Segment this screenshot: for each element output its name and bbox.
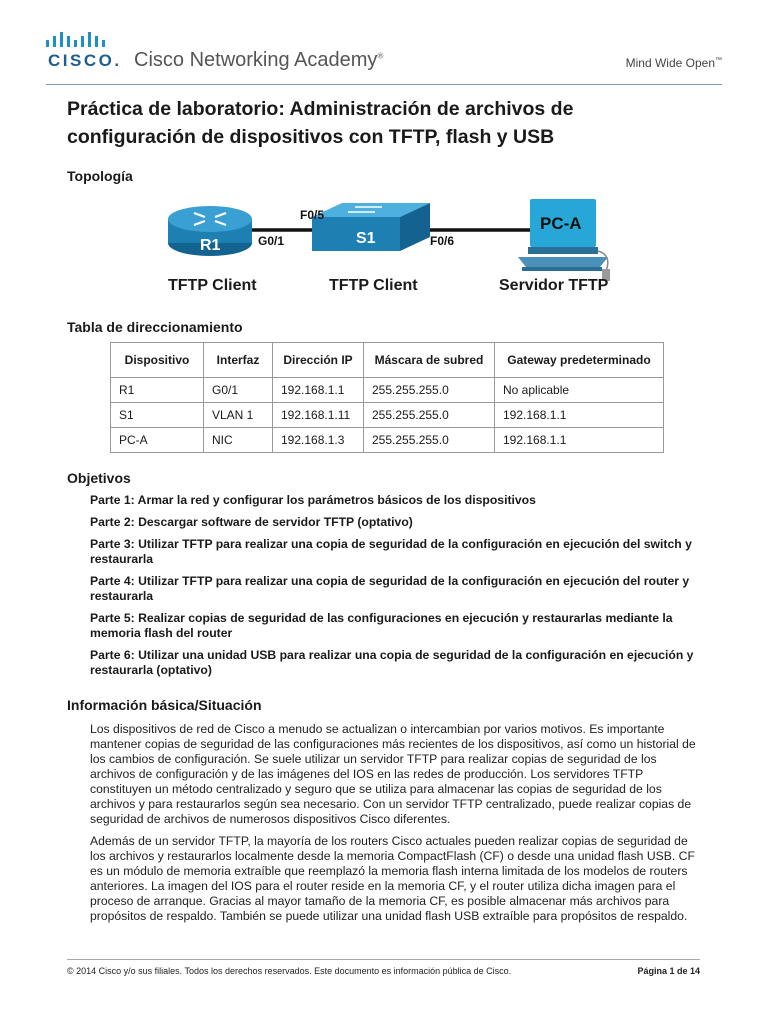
section-heading-addressing: Tabla de direccionamiento [67, 319, 243, 335]
page-number: Página 1 de 14 [637, 966, 700, 976]
table-cell: 255.255.255.0 [364, 428, 495, 453]
table-cell: 255.255.255.0 [364, 403, 495, 428]
objective-item: Parte 5: Realizar copias de seguridad de las configuraciones en ejecución y restaurarlas mediante la memoria flash del router [90, 611, 673, 640]
table-cell: VLAN 1 [204, 403, 273, 428]
background-paragraph-1: Los dispositivos de red de Cisco a menudo se actualizan o intercambian por varios motivos. Es importante mantener copias de seguridad de las configuraciones más recientes de los dispositivos, así como un historial de los cambios de configuración. Se suele utilizar un servidor TFTP para realizar copias de seguridad de los archivos de configuración y de las imágenes del IOS en las redes de producción. Los servidores TFTP constituyen un método centralizado y seguro que se utiliza para almacenar las copias de seguridad de los archivos y para restaurarlos según sea necesario. Con un servidor TFTP centralizado, puede realizar copias de seguridad de archivos de numerosos dispositivos Cisco diferentes. [90, 722, 696, 826]
header-divider [46, 84, 722, 85]
table-cell: 192.168.1.11 [273, 403, 364, 428]
port-label-f05: F0/5 [300, 208, 325, 222]
objective-item: Parte 2: Descargar software de servidor TFTP (optativo) [90, 515, 413, 529]
section-heading-objectives: Objetivos [67, 470, 131, 486]
table-cell: 192.168.1.1 [495, 428, 664, 453]
tagline: Mind Wide Open™ [625, 56, 722, 70]
column-header: Máscara de subred [364, 343, 495, 378]
port-label-f06: F0/6 [430, 234, 455, 248]
cisco-wordmark: CISCO. [48, 51, 122, 70]
footer-divider [67, 959, 700, 960]
table-cell: No aplicable [495, 378, 664, 403]
table-cell: 192.168.1.1 [273, 378, 364, 403]
table-cell: 255.255.255.0 [364, 378, 495, 403]
table-cell: 192.168.1.1 [495, 403, 664, 428]
table-cell: G0/1 [204, 378, 273, 403]
table-row [111, 378, 664, 403]
s1-role-label: TFTP Client [329, 277, 418, 294]
column-header: Dirección IP [273, 343, 364, 378]
table-row [111, 403, 664, 428]
table-cell: S1 [111, 403, 204, 428]
objectives-list [90, 493, 710, 685]
table-cell: R1 [111, 378, 204, 403]
academy-name: Cisco Networking Academy® [134, 49, 384, 71]
objective-item: Parte 3: Utilizar TFTP para realizar una copia de seguridad de la configuración en ejecución del switch y restaurarla [90, 537, 692, 566]
table-cell: 192.168.1.3 [273, 428, 364, 453]
table-row [111, 428, 664, 453]
cisco-logo-icon [46, 31, 112, 49]
objective-item: Parte 1: Armar la red y configurar los parámetros básicos de los dispositivos [90, 493, 536, 507]
background-paragraph-2: Además de un servidor TFTP, la mayoría de los routers Cisco actuales pueden realizar copias de seguridad de los archivos y restaurarlos localmente desde la memoria CompactFlash (CF) o desde una unidad flash USB. CF es un módulo de memoria extraíble que reemplazó la memoria flash interna limitada de los modelos de routers anteriores. La imagen del IOS para el router reside en la memoria CF, y el router utiliza dicha imagen para el proceso de arranque. Gracias al mayor tamaño de la memoria CF, es posible almacenar más archivos para propósitos de respaldo. También se puede utilizar una unidad flash USB extraíble para propósitos de respaldo. [90, 834, 695, 923]
section-heading-topology: Topología [67, 168, 133, 184]
page-footer [67, 966, 700, 976]
s1-label: S1 [356, 230, 376, 247]
column-header: Interfaz [204, 343, 273, 378]
objective-item: Parte 6: Utilizar una unidad USB para realizar una copia de seguridad de la configuración en ejecución y restaurarla (optativo) [90, 648, 694, 677]
column-header: Dispositivo [111, 343, 204, 378]
section-heading-background: Información básica/Situación [67, 697, 262, 713]
pc-a-icon [518, 199, 610, 281]
copyright-text: © 2014 Cisco y/o sus filiales. Todos los derechos reservados. Este documento es información pública de Cisco. [67, 966, 512, 976]
table-header-row [111, 343, 664, 378]
page-header [0, 0, 768, 90]
table-cell: NIC [204, 428, 273, 453]
table-cell: PC-A [111, 428, 204, 453]
r1-role-label: TFTP Client [168, 277, 257, 294]
objective-item: Parte 4: Utilizar TFTP para realizar una copia de seguridad de la configuración en ejecución del router y restaurarla [90, 574, 690, 603]
port-label-g01: G0/1 [258, 234, 285, 248]
column-header: Gateway predeterminado [495, 343, 664, 378]
r1-label: R1 [200, 237, 221, 254]
pc-a-label: PC-A [540, 214, 582, 233]
document-title: Práctica de laboratorio: Administración de archivos de configuración de dispositivos con TFTP, flash y USB [67, 98, 574, 148]
pc-role-label: Servidor TFTP [499, 277, 609, 294]
addressing-table [110, 342, 664, 453]
